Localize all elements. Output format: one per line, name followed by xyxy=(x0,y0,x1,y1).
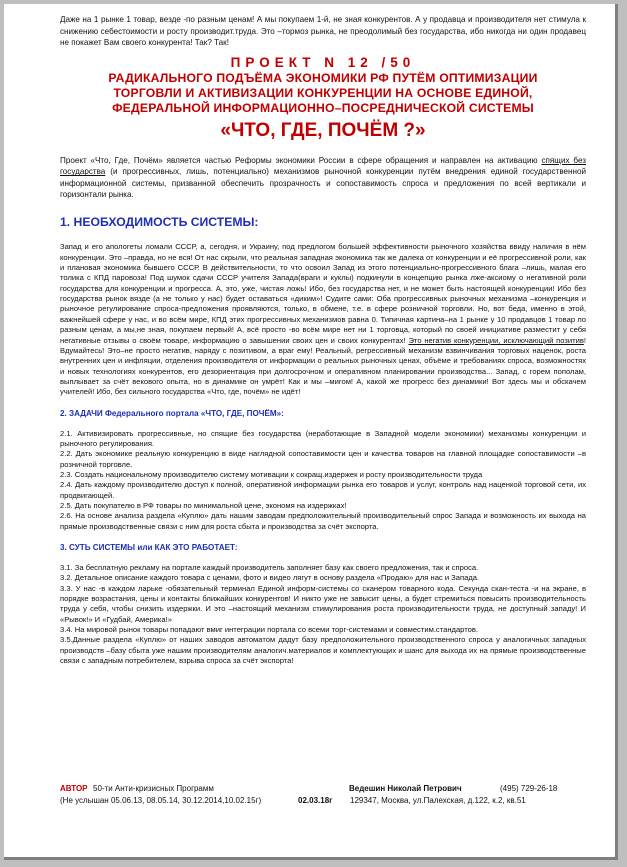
author-name: Ведешин Николай Петрович xyxy=(349,784,462,793)
abstract-paragraph xyxy=(60,155,586,201)
list-item: 3.3. У нас -в каждом ларьке -обязательный терминал Единой информ-системы со сканером товарного кода. Секунда скан-теста -и на экране, в порядке возрастания, цены и контакты ближайших конкурентов! И никто уже не завысит цены, а будет стремиться повысить производительность труда у себя, чтобы снизить издержки. И это –настоящий механизм стимулирования роста производительности труда, не доступный западу! И «Рывок!» И «Гудбай, Америка!» xyxy=(60,583,586,624)
list-item: 2.3. Создать национальному производителю систему мотивации к сокращ.издержек и росту производительности труда xyxy=(60,469,483,479)
section-1-underlined: Это негатив конкуренции, исключающий позитив xyxy=(408,335,584,345)
project-title-line-1: РАДИКАЛЬНОГО ПОДЪЁМА ЭКОНОМИКИ РФ ПУТЁМ ОПТИМИЗАЦИИ xyxy=(108,70,538,85)
list-item: 3.4. На мировой рынок товары попадают вмиг интеграции портала со всеми торг-системами и совместим.стандартов. xyxy=(60,625,478,635)
section-1-title: 1. НЕОБХОДИМОСТЬ СИСТЕМЫ: xyxy=(60,215,259,230)
author-phone: (495) 729-26-18 xyxy=(500,784,558,793)
list-item: 2.6. На основе анализа раздела «Куплю» дать нашим заводам предположительный производительный спрос Запада и возможность их выхода на прямые производственные связи с ним для роста сбыта и производства за счёт экспорта. xyxy=(60,511,586,531)
project-number-heading: ПРОЕКТ N 12 /50 xyxy=(230,54,416,70)
list-item: 2.5. Дать покупателю в РФ товары по минимальной цене, экономя на издержках! xyxy=(60,500,347,510)
section-2-title: 2. ЗАДАЧИ Федерального портала «ЧТО, ГДЕ, ПОЧЁМ»: xyxy=(60,408,284,418)
intro-paragraph: Даже на 1 рынке 1 товар, везде -по разным ценам! А мы покупаем 1-й, не зная конкурентов. А у продавца и производителя нет стимула к снижению себестоимости и росту производит.труда. Это –тормоз рынка, не преодолимый без государства, ибо никогда ни один продавец не покажет Вам своего конкурента! Так? Так! xyxy=(60,15,586,48)
author-address: 129347, Москва, ул.Палехская, д.122, к.2, кв.51 xyxy=(350,796,526,805)
list-item: 2.2. Дать экономике реальную конкуренцию в виде наглядной сопоставимости цен и качества товаров на главной площадке сопоставимости –в розничной торговле. xyxy=(60,449,586,469)
abstract-text-1: Проект «Что, Где, Почём» является частью Реформы экономики России в сфере обращения и направлен на активацию xyxy=(60,155,542,165)
list-item: 3.5.Данные раздела «Куплю» от наших заводов автоматом дадут базу предположительного производственного спроса у аналогичных западных производств –базу сбыта уже нашим производителям аналогич.материалов и комплектующих и шанс для выхода их на прямые производственные связи с западным потребителем, взрыва спроса за счёт экспорта! xyxy=(60,635,586,666)
document-page xyxy=(4,4,618,860)
date-code: 02.03.18г xyxy=(298,796,333,805)
list-item: 3.1. За бесплатную рекламу на портале каждый производитель заполняет базу как своего предложения, так и спроса. xyxy=(60,563,479,572)
footer-row-author xyxy=(60,783,590,795)
document-footer xyxy=(60,783,590,807)
list-item: 2.4. Дать каждому производителю доступ к полной, оперативной информации рынка его товаров и услуг, контроль над наценкой торговой сети, их продвигающей. xyxy=(60,480,586,500)
document-content xyxy=(60,14,586,666)
project-title-line-3: ФЕДЕРАЛЬНОЙ ИНФОРМАЦИОННО–ПОСРЕДНИЧЕСКОЙ СИСТЕМЫ xyxy=(112,100,534,115)
project-slogan: «ЧТО, ГДЕ, ПОЧЁМ ?» xyxy=(220,119,426,141)
list-item: 2.1. Активизировать прогрессивные, но спящие без государства (неработающие в Западной модели экономики) механизмы конкуренции и рыночного регулирования. xyxy=(60,428,586,448)
list-item: 3.2. Детальное описание каждого товара с ценами, фото и видео лягут в основу раздела «Продаю» для нас и Запада. xyxy=(60,573,480,583)
section-1-text-1: Запад и его апологеты ломали СССР, а, сегодня, и Украину, под предлогом большей эффективности рыночного хозяйства ввиду наличия в нём конкуренции. Это –правда, но не вся! От нас скрыли, что реальная западная экономика так же далека от конкуренции и её прогрессивной роли, как и плановая экономика бывшего СССР. В действительности, то что освоил Запад из этого потенциально-прогрессивного блага –лишь, малая его толика с КПД паровоза! Под шумок сдачи СССР учителя Запада(враги и куклы) подкинули в концепцию рынка лже-аксиому о негативной роли государства для конкуренции и прогресса. А, это, уже, чистая ложь! Ибо, без государства нет, и не может быть настоящей конкуренции! Ибо без государства рынок вязде (а не только у нас) будет оставаться «диким»! Судите сами: Оба прогрессивных рыночных механизма –конкуренция и рыночное регулирование спроса-предложения проявляются, только, в обмене, т.е. в сфере розничной торговли. Но, вот беда, именно в этой, важнейшей сфере у нас, и во всём мире, КПД этих прогрессивных механизмов равна 0. Типичная картина–на 1 рынке у 10 продавцов 1 товар по разным ценам, а мы,не зная, покупаем первый! А, всё просто -во всём мире нет ни 1 торговца, который по своей инициативе разместит у себя негативные отзывы о своём товаре, информацию о завышении своих цен и своих конкурентах! xyxy=(60,242,586,345)
section-1-body xyxy=(60,242,586,397)
heard-note: (Не услышан 05.06.13, 08.05.14, 30.12.2014,10.02.15г) xyxy=(60,796,262,805)
footer-row-address xyxy=(60,795,590,807)
section-1-text-2: ! Вдумайтесь! Это–не просто негатив, наряду с позитивом, а враг ему! Реальный, регрессивный механизм взвинчивания торговых наценок, роста внутренних цен и инфляции, отделения производителя от информации о реальных рыночных ценах, объёме и требованиях спроса, возможностях и новых технологиях конкурентов, его дезориентация при долгосрочном и оперативном планировании производства... Запад, с горем пополам, выплывает за счёт векового опыта, но в динамике он умрёт! Как и мы –мигом! А, какой же прогресс без динамики! Вот здесь мы и обскачем учителей! Ибо, без сильного государства «Что, где, почём» не идёт! xyxy=(60,335,586,397)
project-title-line-2: ТОРГОВЛИ И АКТИВИЗАЦИИ КОНКУРЕНЦИИ НА ОСНОВЕ ЕДИНОЙ, xyxy=(113,85,533,100)
author-label: АВТОР xyxy=(60,784,88,793)
abstract-text-2: (и прогрессивных, лишь, потенциально) механизмов рыночной конкуренции путём внедрения единой государственной информационной системы, призванной обеспечить прозрачность и сопоставимость спроса и предложения по всей вертикали и горизонтали рынка. xyxy=(60,167,586,199)
author-description: 50-ти Анти-кризисных Программ xyxy=(93,784,214,793)
section-3-list xyxy=(60,563,586,666)
abstract-underlined: спящих без государства xyxy=(60,155,586,177)
section-2-list xyxy=(60,429,586,532)
section-3-title: 3. СУТЬ СИСТЕМЫ или КАК ЭТО РАБОТАЕТ: xyxy=(60,543,238,552)
